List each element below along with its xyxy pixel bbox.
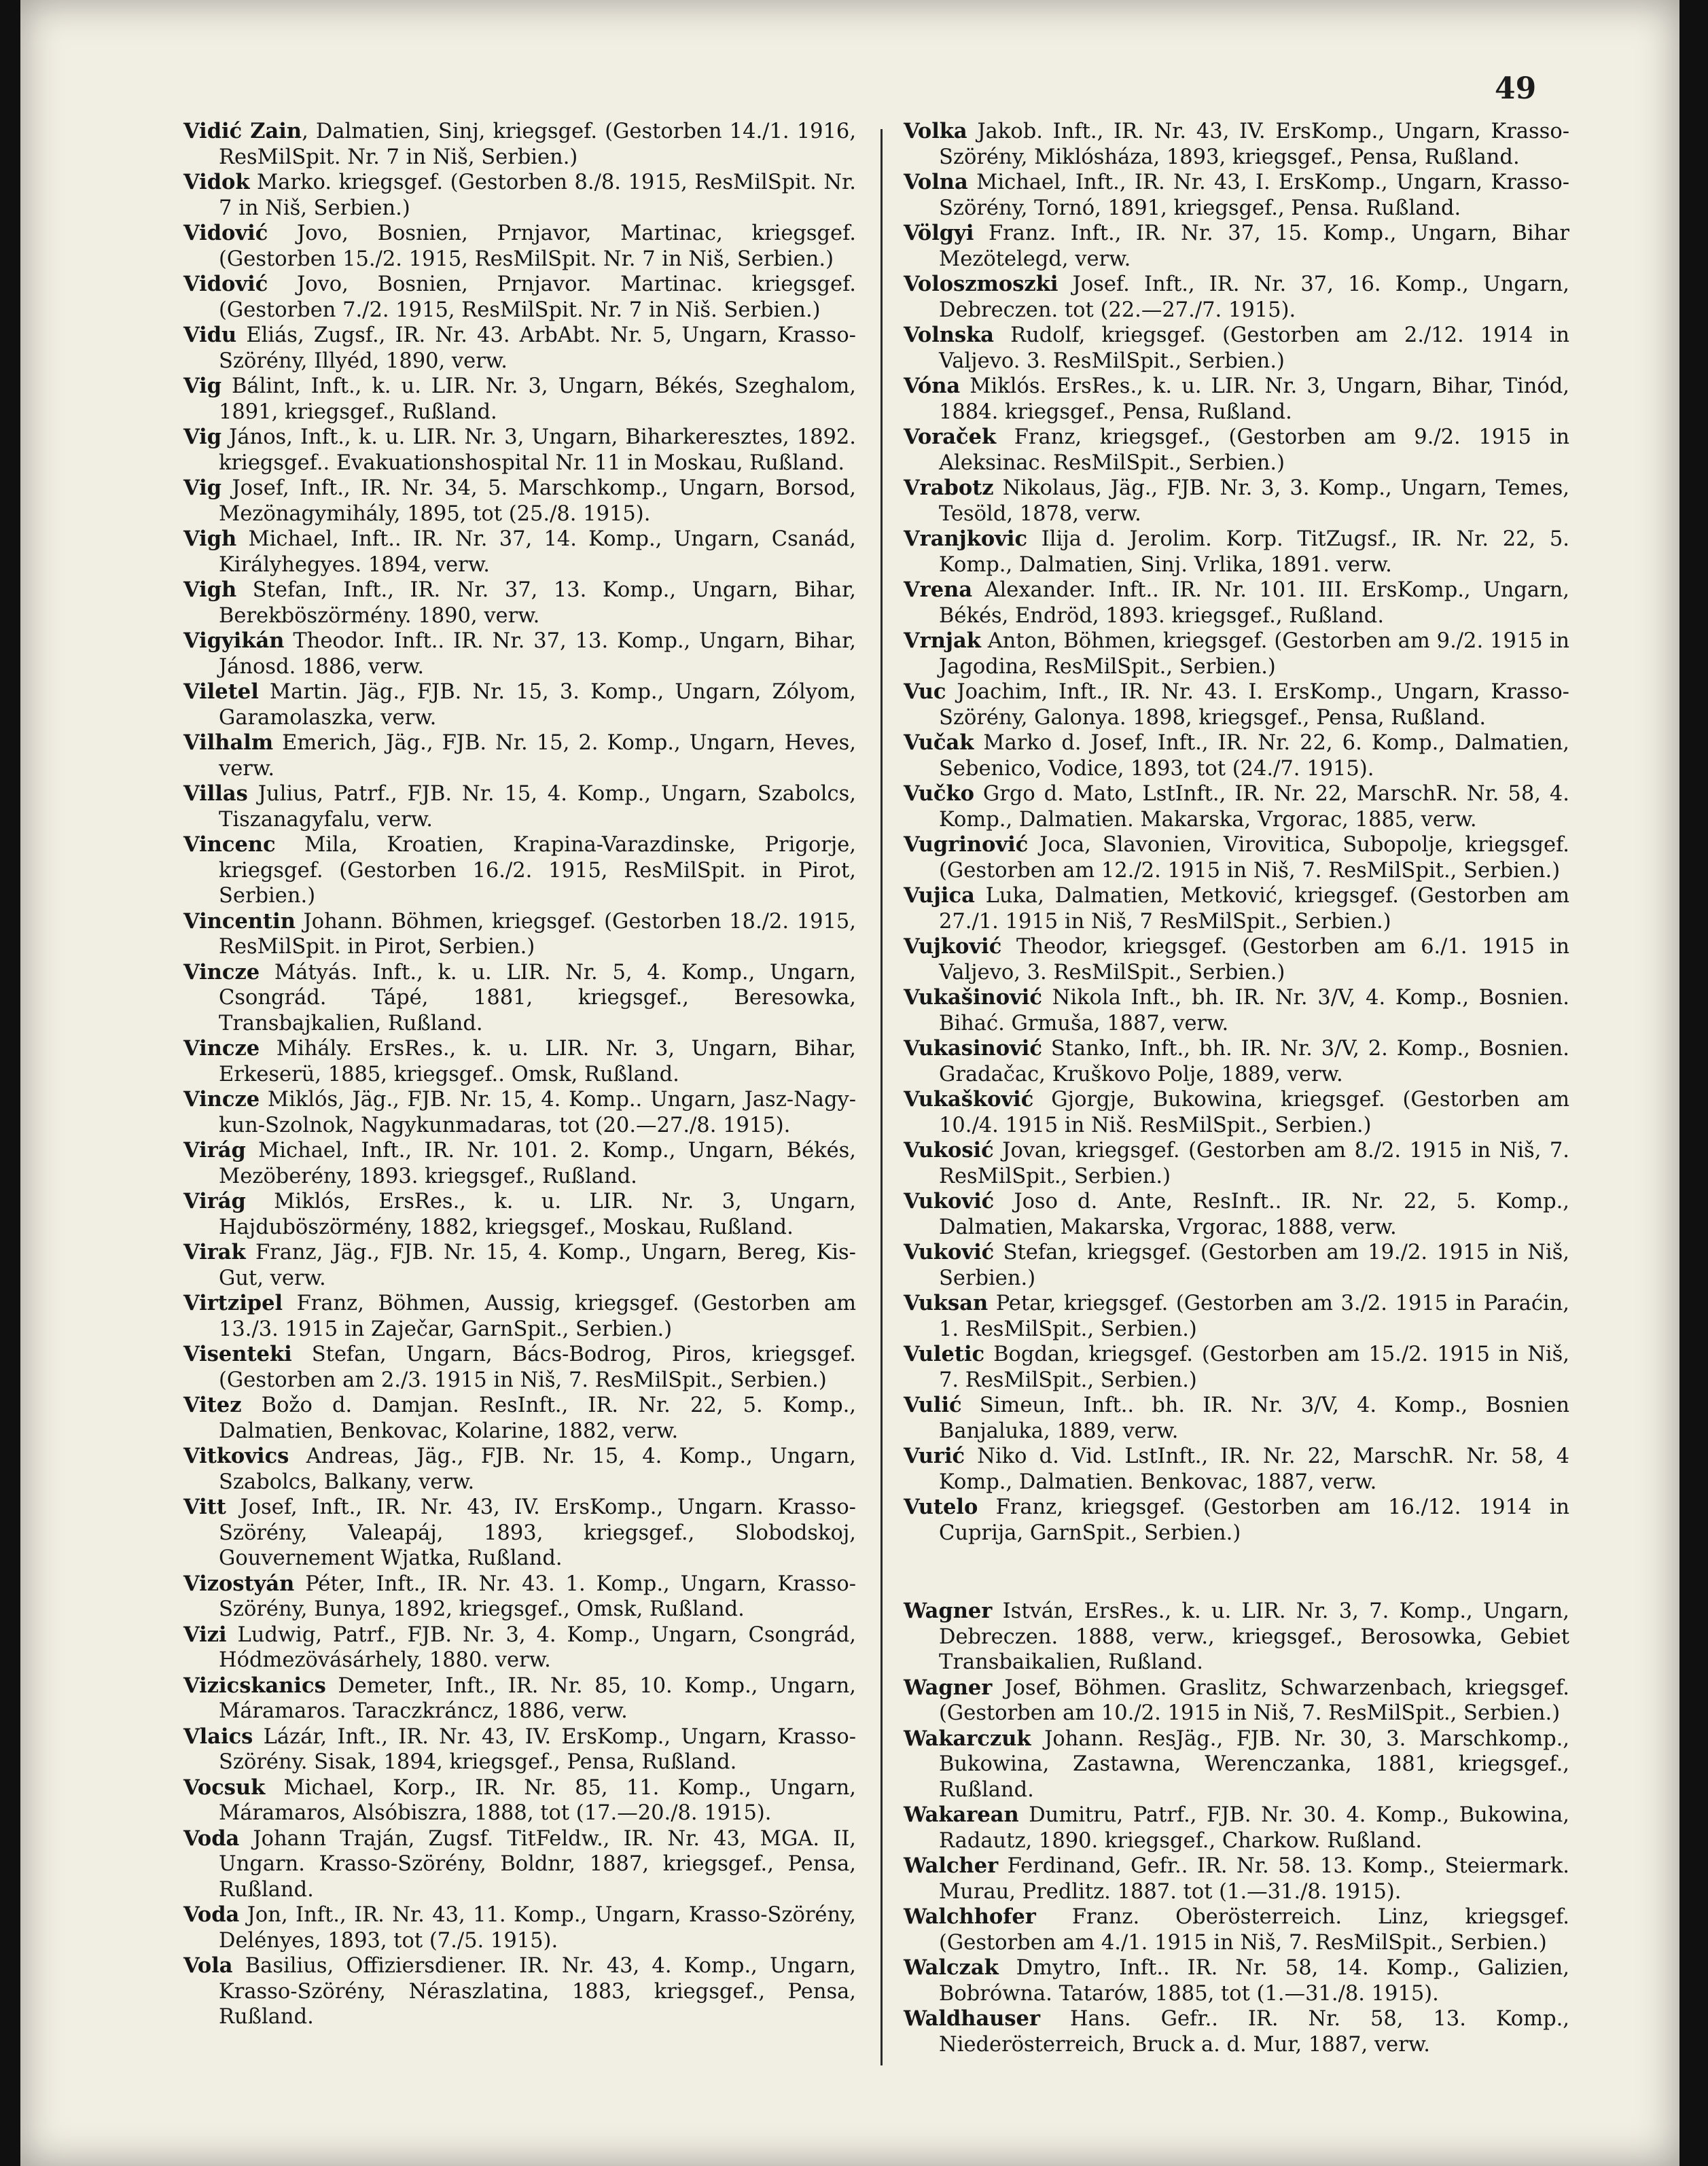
entry-details: Marko. kriegsgef. (Gestorben 8./8. 1915, ResMilSpit. Nr. 7 in Niš, Serbien.) (219, 171, 856, 220)
casualty-entry (183, 1444, 856, 1495)
entry-surname: Vincze (183, 959, 260, 984)
entry-details: Demeter, Inft., IR. Nr. 85, 10. Komp., Ungarn, Máramaros. Taraczkráncz, 1886, verw. (219, 1673, 856, 1723)
casualty-entry (183, 1826, 856, 1903)
entry-surname: Volka (904, 119, 967, 143)
left-column (183, 119, 856, 2030)
entry-surname: Vugrinović (904, 832, 1029, 857)
entry-surname: Vučak (904, 730, 974, 755)
entry-details: Petar, kriegsgef. (Gestorben am 3./2. 1915 in Paraćin, 1. ResMilSpit., Serbien.) (939, 1292, 1569, 1341)
entry-surname: Volna (904, 170, 968, 194)
entry-details: Nikola Inft., bh. IR. Nr. 3/V, 4. Komp., Bosnien. Bihać. Grmuša, 1887, verw. (939, 986, 1569, 1035)
entry-surname: Vig (183, 374, 222, 398)
entry-surname: Wagner (904, 1675, 993, 1700)
casualty-entry (183, 1291, 856, 1342)
casualty-entry (904, 781, 1569, 832)
casualty-entry (183, 1953, 856, 2030)
casualty-entry (183, 1342, 856, 1393)
casualty-entry (904, 425, 1569, 476)
casualty-entry (183, 119, 856, 170)
entry-surname: Vujica (904, 883, 975, 908)
entry-surname: Vidić Zain (183, 119, 302, 143)
casualty-entry (183, 781, 856, 832)
casualty-entry (904, 374, 1569, 425)
entry-surname: Voraček (904, 425, 997, 449)
book-page (20, 0, 1679, 2166)
entry-details: Luka, Dalmatien, Metković, kriegsgef. (Gestorben am 27./1. 1915 in Niš, 7 ResMilSpit., Serbien.) (939, 884, 1569, 934)
entry-surname: Vig (183, 476, 222, 500)
entry-surname: Walczak (904, 1955, 999, 1980)
entry-surname: Vidović (183, 272, 268, 296)
entry-surname: Vuković (904, 1240, 995, 1264)
entry-details: Franz. Oberösterreich. Linz, kriegsgef. (Gestorben am 4./1. 1915 in Niš, 7. ResMilSpit., Serbien.) (939, 1905, 1569, 1955)
entry-surname: Vrnjak (904, 628, 981, 653)
entry-surname: Vóna (904, 374, 961, 398)
entry-surname: Vincenc (183, 832, 276, 857)
casualty-entry (904, 1240, 1569, 1291)
casualty-entry (183, 425, 856, 476)
entry-surname: Vitkovics (183, 1444, 289, 1468)
entry-details: Lázár, Inft., IR. Nr. 43, IV. ErsKomp., Ungarn, Krasso-Szörény. Sisak, 1894, kriegsgef., Pensa, Rußland. (219, 1724, 856, 1774)
entry-surname: Vulić (904, 1393, 962, 1417)
entry-surname: Virág (183, 1138, 246, 1162)
entry-details: Johann Traján, Zugsf. TitFeldw., IR. Nr. 43, MGA. II, Ungarn. Krasso-Szörény, Boldnr, 1887, kriegsgef., Pensa, Rußland. (219, 1826, 856, 1902)
entry-details: Stefan, kriegsgef. (Gestorben am 19./2. 1915 in Niš, Serbien.) (939, 1241, 1569, 1290)
entry-details: Michael, Inft., IR. Nr. 43, I. ErsKomp., Ungarn, Krasso-Szörény, Tornó, 1891, kriegsgef., Pensa. Rußland. (939, 171, 1569, 220)
entry-details: Stanko, Inft., bh. IR. Nr. 3/V, 2. Komp., Bosnien. Gradačac, Kruškovo Polje, 1889, verw. (939, 1037, 1569, 1086)
entry-details: Božo d. Damjan. ResInft., IR. Nr. 22, 5. Komp., Dalmatien, Benkovac, Kolarine, 1882, verw. (219, 1393, 856, 1443)
casualty-entry (904, 1189, 1569, 1240)
casualty-entry (904, 578, 1569, 628)
entry-details: Theodor. Inft.. IR. Nr. 37, 13. Komp., Ungarn, Bihar, Jánosd. 1886, verw. (219, 629, 856, 679)
casualty-entry (904, 1904, 1569, 1955)
casualty-entry (904, 1853, 1569, 1904)
entry-details: Gjorgje, Bukowina, kriegsgef. (Gestorben am 10./4. 1915 in Niš. ResMilSpit., Serbien.) (939, 1088, 1569, 1137)
casualty-entry (904, 119, 1569, 170)
entry-details: Alexander. Inft.. IR. Nr. 101. III. ErsKomp., Ungarn, Békés, Endröd, 1893. kriegsgef., Rußland. (939, 578, 1569, 628)
entry-details: Josef. Inft., IR. Nr. 37, 16. Komp., Ungarn, Debreczen. tot (22.—27./7. 1915). (939, 272, 1569, 322)
casualty-entry (904, 1495, 1569, 1546)
casualty-entry (183, 221, 856, 272)
entry-details: Josef, Inft., IR. Nr. 43, IV. ErsKomp., Ungarn. Krasso-Szörény, Valeapáj, 1893, kriegsgef., Slobodskoj, Gouvernement Wjatka, Rußland. (219, 1495, 856, 1570)
casualty-entry (904, 1342, 1569, 1393)
entry-details: Martin. Jäg., FJB. Nr. 15, 3. Komp., Ungarn, Zólyom, Garamolaszka, verw. (219, 680, 856, 730)
entry-details: Mihály. ErsRes., k. u. LIR. Nr. 3, Ungarn, Bihar, Erkeserü, 1885, kriegsgef.. Omsk, Rußland. (219, 1037, 856, 1086)
entry-surname: Wakarean (904, 1803, 1019, 1827)
entry-surname: Vuc (904, 679, 946, 704)
casualty-entry (183, 909, 856, 960)
casualty-entry (183, 1902, 856, 1953)
casualty-entry (904, 2006, 1569, 2057)
casualty-entry (183, 832, 856, 909)
entry-details: , Dalmatien, Sinj, kriegsgef. (Gestorben 14./1. 1916, ResMilSpit. Nr. 7 in Niš, Serbien.) (219, 120, 857, 169)
entry-details: Franz, Jäg., FJB. Nr. 15, 4. Komp., Ungarn, Bereg, Kis-Gut, verw. (219, 1241, 856, 1290)
entry-surname: Völgyi (904, 221, 974, 245)
entry-details: Joso d. Ante, ResInft.. IR. Nr. 22, 5. Komp., Dalmatien, Makarska, Vrgorac, 1888, verw. (939, 1190, 1569, 1239)
entry-surname: Vukasinović (904, 1036, 1042, 1061)
entry-details: Ilija d. Jerolim. Korp. TitZugsf., IR. Nr. 22, 5. Komp., Dalmatien, Sinj. Vrlika, 1891. verw. (939, 527, 1569, 577)
entry-details: Julius, Patrf., FJB. Nr. 15, 4. Komp., Ungarn, Szabolcs, Tiszanagyfalu, verw. (219, 782, 856, 832)
casualty-entry (904, 628, 1569, 679)
entry-details: Ludwig, Patrf., FJB. Nr. 3, 4. Komp., Ungarn, Csongrád, Hódmezövásárhely, 1880. verw. (219, 1622, 856, 1672)
casualty-entry (183, 1087, 856, 1138)
entry-surname: Waldhauser (904, 2006, 1041, 2031)
casualty-entry (904, 1726, 1569, 1803)
entry-details: Stefan, Ungarn, Bács-Bodrog, Piros, kriegsgef. (Gestorben am 2./3. 1915 in Niš, 7. ResMilSpit., Serbien.) (219, 1343, 856, 1392)
entry-surname: Vigh (183, 578, 237, 602)
casualty-entry (904, 679, 1569, 730)
entry-surname: Viletel (183, 679, 259, 704)
entry-details: Franz, kriegsgef., (Gestorben am 9./2. 1915 in Aleksinac. ResMilSpit., Serbien.) (939, 425, 1569, 475)
entry-surname: Vincze (183, 1036, 260, 1061)
entry-details: Ferdinand, Gefr.. IR. Nr. 58. 13. Komp., Steiermark. Murau, Predlitz. 1887. tot (1.—31./8. 1915). (939, 1854, 1569, 1904)
casualty-entry (904, 527, 1569, 578)
entry-surname: Vig (183, 425, 222, 449)
entry-surname: Vurić (904, 1444, 965, 1468)
casualty-entry (904, 170, 1569, 221)
casualty-entry (183, 272, 856, 323)
entry-details: Dmytro, Inft.. IR. Nr. 58, 14. Komp., Galizien, Bobrówna. Tatarów, 1885, tot (1.—31./8. 1915). (939, 1956, 1569, 2006)
entry-details: Michael, Inft., IR. Nr. 101. 2. Komp., Ungarn, Békés, Mezöberény, 1893. kriegsgef., Rußland. (219, 1139, 856, 1188)
entry-surname: Vuksan (904, 1291, 989, 1315)
entry-details: Niko d. Vid. LstInft., IR. Nr. 22, MarschR. Nr. 58, 4 Komp., Dalmatien. Benkovac, 1887, verw. (939, 1444, 1569, 1494)
casualty-entry (904, 1036, 1569, 1087)
entry-surname: Vitt (183, 1495, 226, 1519)
casualty-entry (183, 628, 856, 679)
casualty-entry (183, 476, 856, 527)
casualty-entry (183, 1036, 856, 1087)
entry-surname: Villas (183, 781, 248, 806)
entry-surname: Vlaics (183, 1724, 253, 1749)
entry-surname: Vidović (183, 221, 268, 245)
entry-details: Nikolaus, Jäg., FJB. Nr. 3, 3. Komp., Ungarn, Temes, Tesöld, 1878, verw. (939, 476, 1569, 526)
w-entries (904, 1599, 1569, 2057)
entry-surname: Vujković (904, 934, 1002, 959)
casualty-entry (183, 679, 856, 730)
casualty-entry (904, 985, 1569, 1036)
entry-surname: Vigyikán (183, 628, 285, 653)
entry-surname: Vocsuk (183, 1775, 266, 1800)
casualty-entry (183, 730, 856, 781)
casualty-entry (183, 1724, 856, 1775)
entry-details: Joca, Slavonien, Virovitica, Subopolje, kriegsgef. (Gestorben am 12./2. 1915 in Niš, 7. ResMilSpit., Serbien.) (939, 833, 1569, 883)
casualty-entry (183, 374, 856, 425)
entry-details: Mátyás. Inft., k. u. LIR. Nr. 5, 4. Komp., Ungarn, Csongrád. Tápé, 1881, kriegsgef., Beresowka, Transbajkalien, Rußland. (219, 960, 856, 1035)
entry-details: Eliás, Zugsf., IR. Nr. 43. ArbAbt. Nr. 5, Ungarn, Krasso-Szörény, Illyéd, 1890, verw. (219, 323, 856, 373)
casualty-entry (183, 170, 856, 221)
entry-details: Stefan, Inft., IR. Nr. 37, 13. Komp., Ungarn, Bihar, Berekböszörmény. 1890, verw. (219, 578, 856, 628)
entry-details: Miklós. ErsRes., k. u. LIR. Nr. 3, Ungarn, Bihar, Tinód, 1884. kriegsgef., Pensa, Rußland. (939, 374, 1569, 424)
entry-surname: Virtzipel (183, 1291, 283, 1315)
entry-details: Dumitru, Patrf., FJB. Nr. 30. 4. Komp., Bukowina, Radautz, 1890. kriegsgef., Charkow. Rußland. (939, 1803, 1569, 1853)
entry-surname: Walcher (904, 1853, 999, 1878)
casualty-entry (904, 934, 1569, 985)
entry-details: Basilius, Offiziersdiener. IR. Nr. 43, 4. Komp., Ungarn, Krasso-Szörény, Néraszlatina, 1883, kriegsgef., Pensa, Rußland. (219, 1954, 856, 2029)
v-entries (904, 119, 1569, 1546)
entry-surname: Vutelo (904, 1495, 978, 1519)
entry-surname: Virág (183, 1189, 246, 1213)
entry-surname: Voda (183, 1902, 240, 1927)
entry-details: Simeun, Inft.. bh. IR. Nr. 3/V, 4. Komp., Bosnien Banjaluka, 1889, verw. (939, 1393, 1569, 1443)
casualty-entry (904, 323, 1569, 374)
entry-details: Josef, Inft., IR. Nr. 34, 5. Marschkomp., Ungarn, Borsod, Mezönagymihály, 1895, tot (25./8. 1915). (219, 476, 856, 526)
entry-details: Jovo, Bosnien, Prnjavor. Martinac. kriegsgef. (Gestorben 7./2. 1915, ResMilSpit. Nr. 7 in Niš. Serbien.) (219, 272, 856, 322)
casualty-entry (904, 883, 1569, 934)
entry-surname: Vincze (183, 1087, 260, 1112)
entry-details: Mila, Kroatien, Krapina-Varazdinske, Prigorje, kriegsgef. (Gestorben 16./2. 1915, ResMilSpit. in Pirot, Serbien.) (219, 833, 856, 908)
entry-surname: Vidu (183, 323, 237, 347)
casualty-entry (183, 578, 856, 628)
casualty-entry (904, 272, 1569, 323)
casualty-entry (904, 1599, 1569, 1675)
entry-details: Josef, Böhmen. Graslitz, Schwarzenbach, kriegsgef. (Gestorben am 10./2. 1915 in Niš, 7. ResMilSpit., Serbien.) (939, 1675, 1569, 1725)
casualty-entry (904, 730, 1569, 781)
casualty-entry (183, 1138, 856, 1189)
page-number: 49 (1495, 71, 1537, 106)
casualty-entry (183, 960, 856, 1037)
entry-details: Franz, Böhmen, Aussig, kriegsgef. (Gestorben am 13./3. 1915 in Zaječar, GarnSpit., Serbien.) (219, 1292, 856, 1341)
entry-surname: Vrabotz (904, 476, 994, 500)
entry-surname: Vukašković (904, 1087, 1034, 1112)
entry-surname: Vukosić (904, 1138, 994, 1162)
entry-surname: Vizicskanics (183, 1673, 326, 1698)
entry-details: Franz. Inft., IR. Nr. 37, 15. Komp., Ungarn, Bihar Mezötelegd, verw. (939, 221, 1569, 271)
casualty-entry (183, 1622, 856, 1673)
entry-details: János, Inft., k. u. LIR. Nr. 3, Ungarn, Biharkeresztes, 1892. kriegsgef.. Evakuationshospital Nr. 11 in Moskau, Rußland. (219, 425, 856, 475)
entry-surname: Vilhalm (183, 730, 274, 755)
entry-details: Marko d. Josef, Inft., IR. Nr. 22, 6. Komp., Dalmatien, Sebenico, Vodice, 1893, tot (24./7. 1915). (939, 731, 1569, 781)
entry-surname: Vizi (183, 1622, 227, 1647)
entry-details: István, ErsRes., k. u. LIR. Nr. 3, 7. Komp., Ungarn, Debreczen. 1888, verw., kriegsgef., Berosowka, Gebiet Transbaikalien, Rußland. (939, 1599, 1569, 1674)
entry-surname: Vučko (904, 781, 974, 806)
entry-surname: Voloszmoszki (904, 272, 1058, 296)
right-column (904, 119, 1569, 2057)
entry-details: Anton, Böhmen, kriegsgef. (Gestorben am 9./2. 1915 in Jagodina, ResMilSpit., Serbien.) (939, 629, 1569, 679)
entry-details: Jovo, Bosnien, Prnjavor, Martinac, kriegsgef. (Gestorben 15./2. 1915, ResMilSpit. Nr. 7 in Niš, Serbien.) (219, 221, 856, 271)
casualty-entry (904, 1444, 1569, 1495)
entry-surname: Vranjkovic (904, 527, 1028, 551)
casualty-entry (183, 1673, 856, 1724)
casualty-entry (183, 527, 856, 578)
entry-details: Franz, kriegsgef. (Gestorben am 16./12. 1914 in Cuprija, GarnSpit., Serbien.) (939, 1495, 1569, 1545)
casualty-entry (183, 1495, 856, 1572)
entry-surname: Vuletic (904, 1342, 985, 1366)
casualty-entry (904, 1955, 1569, 2006)
casualty-entry (183, 323, 856, 374)
entry-surname: Vincentin (183, 908, 296, 934)
entry-details: Hans. Gefr.. IR. Nr. 58, 13. Komp., Niederösterreich, Bruck a. d. Mur, 1887, verw. (939, 2007, 1569, 2057)
entry-details: Grgo d. Mato, LstInft., IR. Nr. 22, MarschR. Nr. 58, 4. Komp., Dalmatien. Makarska, Vrgorac, 1885, verw. (939, 782, 1569, 832)
entry-surname: Vukašinović (904, 985, 1042, 1010)
entry-details: Johann. Böhmen, kriegsgef. (Gestorben 18./2. 1915, ResMilSpit. in Pirot, Serbien.) (219, 909, 856, 959)
casualty-entry (904, 1393, 1569, 1444)
casualty-entry (904, 221, 1569, 272)
entry-surname: Vrena (904, 578, 973, 602)
entry-surname: Volnska (904, 323, 995, 347)
casualty-entry (904, 1675, 1569, 1726)
casualty-entry (904, 1803, 1569, 1853)
entry-details: Joachim, Inft., IR. Nr. 43. I. ErsKomp., Ungarn, Krasso-Szörény, Galonya. 1898, kriegsgef., Pensa, Rußland. (939, 680, 1569, 730)
entry-details: Andreas, Jäg., FJB. Nr. 15, 4. Komp., Ungarn, Szabolcs, Balkany, verw. (219, 1444, 856, 1494)
entry-details: Michael, Korp., IR. Nr. 85, 11. Komp., Ungarn, Máramaros, Alsóbiszra, 1888, tot (17.—20./8. 1915). (219, 1775, 856, 1825)
entry-surname: Walchhofer (904, 1904, 1036, 1929)
entry-surname: Vizostyán (183, 1571, 295, 1596)
entry-surname: Vidok (183, 170, 250, 194)
entry-details: Michael, Inft.. IR. Nr. 37, 14. Komp., Ungarn, Csanád, Királyhegyes. 1894, verw. (219, 527, 856, 577)
entry-details: Miklós, Jäg., FJB. Nr. 15, 4. Komp.. Ungarn, Jasz-Nagy-kun-Szolnok, Nagykunmadaras, tot (20.—27./8. 1915). (219, 1088, 856, 1137)
entry-surname: Wagner (904, 1599, 993, 1623)
entry-surname: Vigh (183, 527, 237, 551)
entry-details: Johann. ResJäg., FJB. Nr. 30, 3. Marschkomp., Bukowina, Zastawna, Werenczanka, 1881, kriegsgef., Rußland. (939, 1726, 1569, 1802)
casualty-entry (183, 1572, 856, 1622)
casualty-entry (904, 1087, 1569, 1138)
entry-details: Emerich, Jäg., FJB. Nr. 15, 2. Komp., Ungarn, Heves, verw. (219, 731, 856, 781)
entry-surname: Wakarczuk (904, 1726, 1031, 1751)
entry-details: Miklós, ErsRes., k. u. LIR. Nr. 3, Ungarn, Hajduböszörmény, 1882, kriegsgef., Moskau, Rußland. (219, 1190, 856, 1239)
casualty-entry (183, 1775, 856, 1826)
entry-surname: Voda (183, 1826, 240, 1851)
casualty-entry (904, 476, 1569, 527)
entry-surname: Virak (183, 1240, 246, 1264)
entry-details: Theodor, kriegsgef. (Gestorben am 6./1. 1915 in Valjevo, 3. ResMilSpit., Serbien.) (939, 935, 1569, 984)
casualty-entry (904, 1291, 1569, 1342)
entry-details: Bogdan, kriegsgef. (Gestorben am 15./2. 1915 in Niš, 7. ResMilSpit., Serbien.) (939, 1343, 1569, 1392)
entry-surname: Vola (183, 1953, 233, 1978)
entry-details: Jon, Inft., IR. Nr. 43, 11. Komp., Ungarn, Krasso-Szörény, Delényes, 1893, tot (7./5. 1915). (219, 1903, 856, 1953)
entry-surname: Vitez (183, 1393, 242, 1417)
casualty-entry (904, 1138, 1569, 1189)
entry-details: Bálint, Inft., k. u. LIR. Nr. 3, Ungarn, Békés, Szeghalom, 1891, kriegsgef., Rußland. (219, 374, 856, 424)
entry-details: Jakob. Inft., IR. Nr. 43, IV. ErsKomp., Ungarn, Krasso-Szörény, Miklósháza, 1893, kriegsgef., Pensa, Rußland. (939, 120, 1569, 169)
entry-details: Rudolf, kriegsgef. (Gestorben am 2./12. 1914 in Valjevo. 3. ResMilSpit., Serbien.) (939, 323, 1569, 373)
entry-surname: Visenteki (183, 1342, 292, 1366)
entry-details: Péter, Inft., IR. Nr. 43. 1. Komp., Ungarn, Krasso-Szörény, Bunya, 1892, kriegsgef., Omsk, Rußland. (219, 1572, 856, 1621)
casualty-entry (183, 1189, 856, 1240)
casualty-entry (183, 1393, 856, 1444)
entry-surname: Vuković (904, 1189, 995, 1213)
column-divider (880, 129, 883, 2065)
casualty-entry (183, 1240, 856, 1291)
section-gap (904, 1546, 1569, 1599)
casualty-entry (904, 832, 1569, 883)
entry-details: Jovan, kriegsgef. (Gestorben am 8./2. 1915 in Niš, 7. ResMilSpit., Serbien.) (939, 1139, 1569, 1188)
